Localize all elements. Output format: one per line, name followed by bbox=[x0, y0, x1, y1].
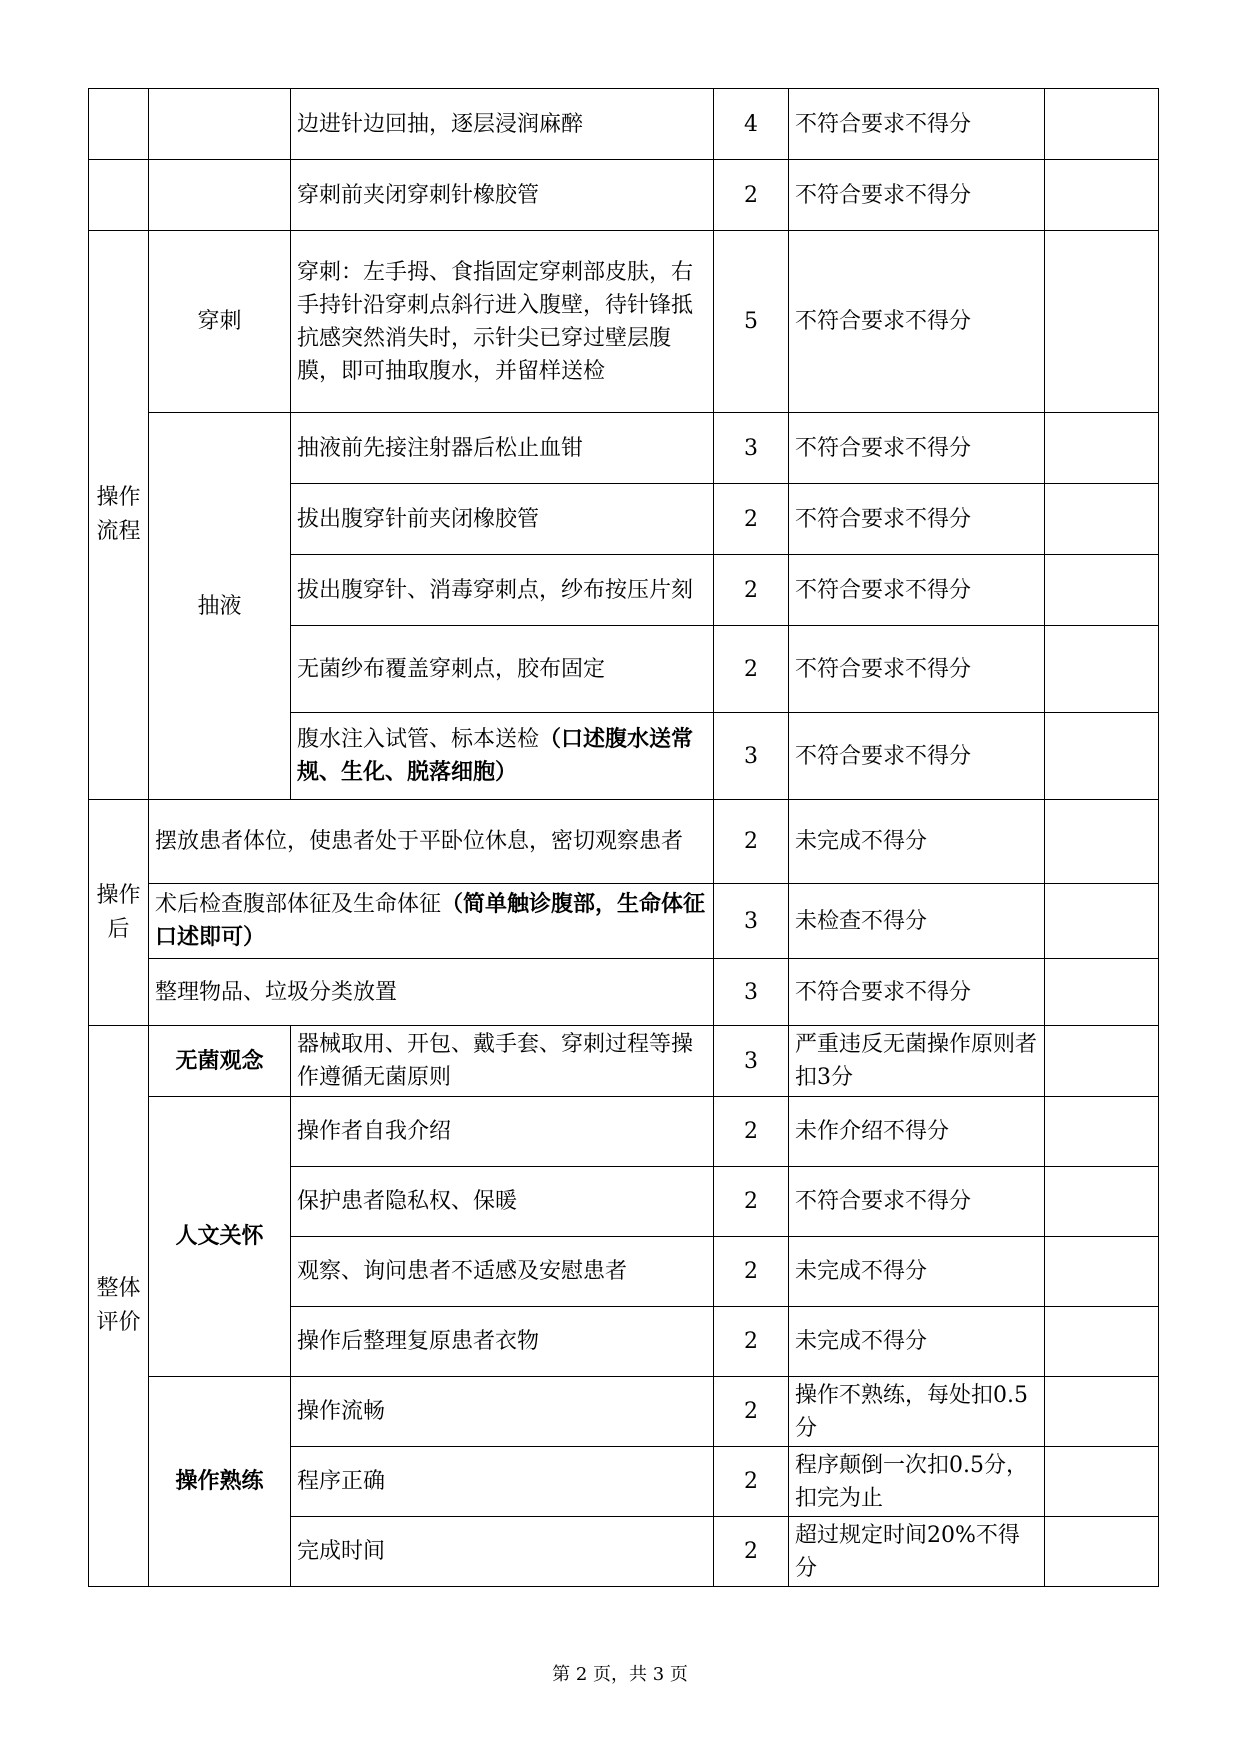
category-cell-empty bbox=[89, 89, 149, 160]
item-score: 3 bbox=[714, 884, 789, 959]
item-score: 2 bbox=[714, 1447, 789, 1517]
item-text-main: 术后检查腹部体征及生命体征 bbox=[155, 892, 442, 917]
item-score: 3 bbox=[714, 1026, 789, 1097]
item-text-note: （口述腹水送常规、生化、脱落细胞） bbox=[297, 727, 694, 785]
result-cell[interactable] bbox=[1045, 626, 1159, 713]
item-score: 2 bbox=[714, 1167, 789, 1237]
subcategory-humanistic: 人文关怀 bbox=[149, 1097, 291, 1377]
item-text-main: 腹水注入试管、标本送检 bbox=[297, 727, 540, 752]
scoring-table bbox=[88, 88, 1159, 1587]
subcategory-cell-empty bbox=[149, 89, 291, 160]
item-score: 2 bbox=[714, 1517, 789, 1587]
item-score: 3 bbox=[714, 959, 789, 1026]
result-cell[interactable] bbox=[1045, 484, 1159, 555]
table-row bbox=[89, 413, 1159, 484]
subcategory-cell-empty bbox=[149, 160, 291, 231]
item-criterion: 不符合要求不得分 bbox=[789, 160, 1045, 231]
result-cell[interactable] bbox=[1045, 1026, 1159, 1097]
subcategory-proficiency: 操作熟练 bbox=[149, 1377, 291, 1587]
item-score: 2 bbox=[714, 800, 789, 884]
item-text: 摆放患者体位，使患者处于平卧位休息，密切观察患者 bbox=[149, 800, 714, 884]
item-criterion: 未完成不得分 bbox=[789, 1307, 1045, 1377]
item-text: 器械取用、开包、戴手套、穿刺过程等操作遵循无菌原则 bbox=[291, 1026, 714, 1097]
item-text-note: （简单触诊腹部，生命体征口述即可） bbox=[155, 892, 706, 950]
item-score: 3 bbox=[714, 713, 789, 800]
item-text: 穿刺前夹闭穿刺针橡胶管 bbox=[291, 160, 714, 231]
result-cell[interactable] bbox=[1045, 1377, 1159, 1447]
item-score: 2 bbox=[714, 1377, 789, 1447]
table-row bbox=[89, 231, 1159, 413]
item-score: 2 bbox=[714, 555, 789, 626]
result-cell[interactable] bbox=[1045, 231, 1159, 413]
category-after: 操作后 bbox=[89, 800, 149, 1026]
result-cell[interactable] bbox=[1045, 413, 1159, 484]
item-text: 无菌纱布覆盖穿刺点，胶布固定 bbox=[291, 626, 714, 713]
result-cell[interactable] bbox=[1045, 1237, 1159, 1307]
result-cell[interactable] bbox=[1045, 1097, 1159, 1167]
item-text: 操作流畅 bbox=[291, 1377, 714, 1447]
item-criterion: 未完成不得分 bbox=[789, 800, 1045, 884]
subcategory-aspiration: 抽液 bbox=[149, 413, 291, 800]
item-criterion: 不符合要求不得分 bbox=[789, 413, 1045, 484]
item-text bbox=[149, 884, 714, 959]
item-criterion: 不符合要求不得分 bbox=[789, 1167, 1045, 1237]
item-text: 整理物品、垃圾分类放置 bbox=[149, 959, 714, 1026]
page-number: 第 2 页，共 3 页 bbox=[552, 1664, 688, 1685]
item-criterion: 未检查不得分 bbox=[789, 884, 1045, 959]
item-criterion: 不符合要求不得分 bbox=[789, 959, 1045, 1026]
item-text: 程序正确 bbox=[291, 1447, 714, 1517]
result-cell[interactable] bbox=[1045, 89, 1159, 160]
item-text: 观察、询问患者不适感及安慰患者 bbox=[291, 1237, 714, 1307]
item-score: 4 bbox=[714, 89, 789, 160]
item-text: 保护患者隐私权、保暖 bbox=[291, 1167, 714, 1237]
item-score: 3 bbox=[714, 413, 789, 484]
item-score: 5 bbox=[714, 231, 789, 413]
table-row bbox=[89, 800, 1159, 884]
table-row bbox=[89, 1026, 1159, 1097]
item-criterion: 未完成不得分 bbox=[789, 1237, 1045, 1307]
item-text: 操作后整理复原患者衣物 bbox=[291, 1307, 714, 1377]
result-cell[interactable] bbox=[1045, 884, 1159, 959]
item-text: 完成时间 bbox=[291, 1517, 714, 1587]
result-cell[interactable] bbox=[1045, 713, 1159, 800]
result-cell[interactable] bbox=[1045, 1447, 1159, 1517]
subcategory-puncture: 穿刺 bbox=[149, 231, 291, 413]
item-criterion: 超过规定时间20%不得分 bbox=[789, 1517, 1045, 1587]
item-text: 操作者自我介绍 bbox=[291, 1097, 714, 1167]
item-criterion: 不符合要求不得分 bbox=[789, 89, 1045, 160]
item-criterion: 不符合要求不得分 bbox=[789, 713, 1045, 800]
result-cell[interactable] bbox=[1045, 1307, 1159, 1377]
result-cell[interactable] bbox=[1045, 160, 1159, 231]
item-criterion: 严重违反无菌操作原则者扣3分 bbox=[789, 1026, 1045, 1097]
item-score: 2 bbox=[714, 626, 789, 713]
table-row bbox=[89, 884, 1159, 959]
table-row bbox=[89, 1097, 1159, 1167]
item-score: 2 bbox=[714, 1237, 789, 1307]
item-text: 拔出腹穿针、消毒穿刺点，纱布按压片刻 bbox=[291, 555, 714, 626]
result-cell[interactable] bbox=[1045, 959, 1159, 1026]
result-cell[interactable] bbox=[1045, 1517, 1159, 1587]
table-row bbox=[89, 160, 1159, 231]
item-text: 穿刺：左手拇、食指固定穿刺部皮肤，右手持针沿穿刺点斜行进入腹壁，待针锋抵抗感突然消失时，示针尖已穿过壁层腹膜，即可抽取腹水，并留样送检 bbox=[291, 231, 714, 413]
item-text: 边进针边回抽，逐层浸润麻醉 bbox=[291, 89, 714, 160]
item-criterion: 不符合要求不得分 bbox=[789, 555, 1045, 626]
result-cell[interactable] bbox=[1045, 1167, 1159, 1237]
item-score: 2 bbox=[714, 484, 789, 555]
category-overall: 整体评价 bbox=[89, 1026, 149, 1587]
table-row bbox=[89, 959, 1159, 1026]
item-score: 2 bbox=[714, 1097, 789, 1167]
result-cell[interactable] bbox=[1045, 555, 1159, 626]
table-row bbox=[89, 89, 1159, 160]
result-cell[interactable] bbox=[1045, 800, 1159, 884]
category-cell-empty bbox=[89, 160, 149, 231]
item-criterion: 不符合要求不得分 bbox=[789, 626, 1045, 713]
item-text: 抽液前先接注射器后松止血钳 bbox=[291, 413, 714, 484]
category-process: 操作流程 bbox=[89, 231, 149, 800]
item-criterion: 程序颠倒一次扣0.5分，扣完为止 bbox=[789, 1447, 1045, 1517]
table-row bbox=[89, 1377, 1159, 1447]
item-score: 2 bbox=[714, 1307, 789, 1377]
item-text bbox=[291, 713, 714, 800]
scoring-sheet bbox=[88, 88, 1158, 1587]
item-criterion: 不符合要求不得分 bbox=[789, 231, 1045, 413]
item-score: 2 bbox=[714, 160, 789, 231]
subcategory-aseptic: 无菌观念 bbox=[149, 1026, 291, 1097]
item-criterion: 未作介绍不得分 bbox=[789, 1097, 1045, 1167]
item-text: 拔出腹穿针前夹闭橡胶管 bbox=[291, 484, 714, 555]
item-criterion: 操作不熟练，每处扣0.5分 bbox=[789, 1377, 1045, 1447]
item-criterion: 不符合要求不得分 bbox=[789, 484, 1045, 555]
